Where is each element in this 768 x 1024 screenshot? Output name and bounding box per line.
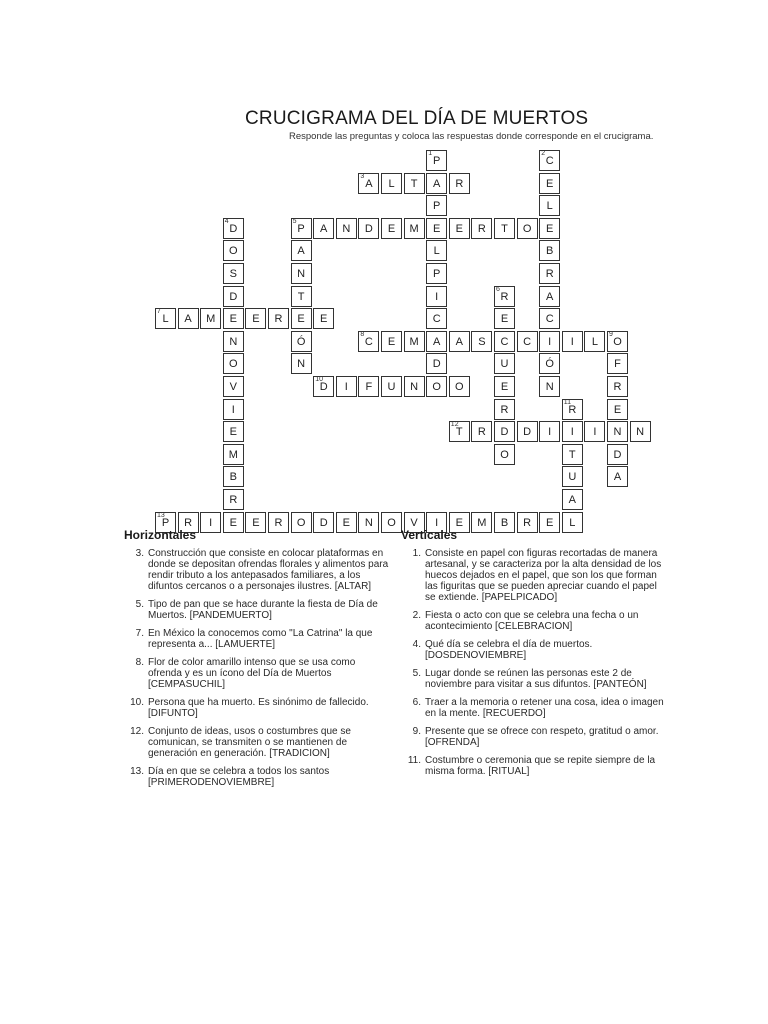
crossword-cell[interactable] [539,240,560,261]
cell-letter: C [523,335,532,348]
crossword-cell[interactable] [426,240,447,261]
cell-letter: A [320,222,328,235]
cell-letter: O [522,222,532,235]
crossword-cell[interactable] [404,376,425,397]
crossword-cell[interactable] [291,263,312,284]
crossword-cell[interactable] [539,512,560,533]
crossword-cell[interactable] [449,331,470,352]
crossword-cell[interactable] [539,286,560,307]
cell-letter: A [433,177,441,190]
crossword-cell[interactable] [562,466,583,487]
crossword-cell[interactable] [358,331,379,352]
cell-letter: E [546,177,554,190]
crossword-cell[interactable] [404,218,425,239]
crossword-cell[interactable] [336,512,357,533]
crossword-cell[interactable] [494,399,515,420]
crossword-cell[interactable] [562,331,583,352]
crossword-cell[interactable] [539,173,560,194]
cell-letter: C [432,313,441,326]
crossword-cell[interactable] [404,331,425,352]
clue-number: 12 [450,421,459,429]
cell-letter: T [568,448,576,461]
crossword-cell[interactable] [494,376,515,397]
crossword-cell[interactable] [291,331,312,352]
crossword-cell[interactable] [223,240,244,261]
cell-letter: A [184,313,192,326]
clue-number: 3 [360,172,365,180]
clue-text: En México la conocemos como "La Catrina" la que representa a... [LAMUERTE] [148,628,373,650]
cell-letter: E [546,222,554,235]
cell-letter: L [162,313,169,326]
cell-letter: O [613,335,622,348]
cell-letter: U [387,381,396,393]
crossword-cell[interactable] [291,308,312,329]
cell-letter: O [500,448,509,461]
crossword-cell[interactable] [449,421,470,442]
clue-text: Tipo de pan que se hace durante la fiesta de Día de Muertos. [PANDEMUERTO] [148,599,378,621]
crossword-cell[interactable] [200,512,221,533]
horizontales-heading: Horizontales [124,528,197,542]
cell-letter: D [319,381,328,393]
page-title: CRUCIGRAMA DEL DÍA DE MUERTOS [245,108,589,129]
crossword-cell[interactable] [517,331,538,352]
cell-letter: E [546,516,554,529]
cell-letter: B [546,245,554,258]
cell-letter: N [342,222,351,235]
crossword-cell[interactable] [471,331,492,352]
cell-letter: D [613,448,622,461]
cell-letter: O [387,516,396,529]
clue-number: 13 [157,511,165,519]
crossword-cell[interactable] [517,421,538,442]
crossword-cell[interactable] [223,218,244,239]
crossword-cell[interactable] [426,376,447,397]
clue-number: 11 [563,398,572,406]
crossword-cell[interactable] [630,421,651,442]
cell-letter: T [501,222,508,235]
clue-text: Fiesta o acto con que se celebra una fecha o un acontecimiento [CELEBRACION] [425,610,639,632]
crossword-cell[interactable] [223,263,244,284]
cell-letter: S [478,335,486,348]
cell-letter: D [432,358,441,371]
clue-item [401,639,666,661]
cell-letter: R [500,403,509,416]
clue-number: 9. [412,726,421,737]
crossword-cell[interactable] [291,286,312,307]
crossword-cell[interactable] [223,376,244,397]
crossword-cell[interactable] [313,512,334,533]
crossword-cell[interactable] [155,308,176,329]
crossword-cell[interactable] [494,218,515,239]
crossword-cell[interactable] [245,308,266,329]
cell-letter: R [477,222,486,235]
cell-letter: N [545,381,554,393]
clue-number: 6. [412,697,421,708]
clue-item [124,628,389,650]
clue-text: Construcción que consiste en colocar plataformas en donde se depositan ofrendas florales y alimentos para rendir tributo a los antepasados familiares, a los difuntos cercanos o a personajes ilustres. [ALTAR] [148,548,389,592]
crossword-cell[interactable] [517,218,538,239]
cell-letter: R [500,290,509,303]
clue-item [124,766,389,788]
crossword-cell[interactable] [494,421,515,442]
crossword-cell[interactable] [358,512,379,533]
clue-text: Día en que se celebra a todos los santos [PRIMERODENOVIEMBRE] [148,766,330,788]
crossword-cell[interactable] [291,512,312,533]
clue-number: 10. [130,697,144,708]
cell-letter: B [229,471,237,484]
cell-letter: N [229,335,238,348]
clue-item [401,755,666,777]
cell-letter: O [296,516,306,529]
crossword-cell[interactable] [494,308,515,329]
verticales-heading: Verticales [401,528,458,542]
cell-letter: M [409,222,419,235]
cell-letter: I [548,335,552,348]
crossword-cell[interactable] [494,353,515,374]
cell-letter: C [364,335,373,348]
crossword-cell[interactable] [607,466,628,487]
cell-letter: E [320,313,328,326]
cell-letter: M [477,516,487,529]
cell-letter: C [500,335,509,348]
clue-number: 5 [292,217,297,225]
crossword-cell[interactable] [223,489,244,510]
crossword-cell[interactable] [358,376,379,397]
crossword-cell[interactable] [200,308,221,329]
crossword-cell[interactable] [381,218,402,239]
cell-letter: U [500,358,509,371]
clue-number: 8 [360,330,365,338]
cell-letter: E [252,313,260,326]
cell-letter: E [455,222,463,235]
cell-letter: L [591,335,598,348]
clue-item [124,548,389,592]
crossword-cell[interactable] [471,512,492,533]
clue-item [401,697,666,719]
crossword-cell[interactable] [381,376,402,397]
crossword-cell[interactable] [426,263,447,284]
cell-letter: O [229,245,238,258]
clue-number: 3. [135,548,144,559]
crossword-cell[interactable] [426,195,447,216]
cell-letter: L [433,245,440,258]
cell-letter: C [545,313,554,326]
cell-letter: E [500,381,509,393]
crossword-cell[interactable] [539,421,560,442]
crossword-cell[interactable] [223,421,244,442]
cell-letter: L [546,200,553,213]
clue-item [401,548,666,603]
cell-letter: D [523,426,532,439]
crossword-cell[interactable] [562,444,583,465]
cell-letter: O [229,358,238,371]
cell-letter: R [523,516,532,529]
clue-item [401,610,666,632]
clue-text: Consiste en papel con figuras recortadas de manera artesanal, y se caracteriza por la alta densidad de los huecos dejados en el papel, que son los que forman las figuritas que se pueden apreciar cuando el papel se extiende. [PAPELPICADO] [425,548,662,603]
cell-letter: N [297,358,306,371]
cell-letter: E [433,222,441,235]
verticales-clue-list [401,548,666,784]
crossword-cell[interactable] [223,308,244,329]
crossword-cell[interactable] [539,150,560,171]
crossword-cell[interactable] [313,218,334,239]
cell-letter: E [229,426,237,439]
cell-letter: Ó [545,358,554,371]
cell-letter: N [297,268,306,280]
crossword-cell[interactable] [426,173,447,194]
clue-number: 2 [541,150,546,157]
cell-letter: I [570,426,574,439]
crossword-cell[interactable] [291,218,312,239]
cell-letter: R [274,313,283,326]
crossword-cell[interactable] [426,218,447,239]
cell-letter: I [435,290,439,303]
crossword-cell[interactable] [494,512,515,533]
clue-number: 6 [496,285,500,293]
cell-letter: B [500,516,509,529]
crossword-cell[interactable] [562,512,583,533]
crossword-cell[interactable] [539,308,560,329]
cell-letter: N [613,426,622,439]
crossword-cell[interactable] [517,512,538,533]
clue-item [401,668,666,690]
crossword-cell[interactable] [426,286,447,307]
horizontales-clue-list [124,548,389,795]
cell-letter: D [319,516,328,529]
clue-text: Conjunto de ideas, usos o costumbres que se comunican, se transmiten o se mantienen de generación en generación. [TRADICION] [148,726,351,759]
cell-letter: C [545,155,554,167]
cell-letter: A [365,177,373,190]
clue-text: Traer a la memoria o retener una cosa, idea o imagen en la mente. [RECUERDO] [425,697,664,719]
cell-letter: E [455,516,463,529]
clue-item [124,657,389,690]
cell-letter: R [568,403,577,416]
crossword-cell[interactable] [562,489,583,510]
clue-number: 11. [407,755,421,766]
clue-text: Presente que se ofrece con respeto, gratitud o amor. [OFRENDA] [425,726,659,748]
crossword-cell[interactable] [494,286,515,307]
clue-number: 8. [135,657,144,668]
cell-letter: A [455,335,463,348]
cell-letter: I [344,381,348,393]
crossword-cell[interactable] [562,421,583,442]
crossword-cell[interactable] [245,512,266,533]
cell-letter: R [545,268,554,280]
cell-letter: P [433,200,441,213]
cell-letter: E [613,403,622,416]
crossword-cell[interactable] [268,308,289,329]
crossword-cell[interactable] [381,173,402,194]
crossword-cell[interactable] [336,218,357,239]
cell-letter: E [387,222,396,235]
crossword-cell[interactable] [268,512,289,533]
cell-letter: P [297,222,305,235]
cell-letter: P [161,516,170,529]
cell-letter: L [388,177,395,190]
crossword-cell[interactable] [313,308,334,329]
cell-letter: R [613,381,622,393]
crossword-cell[interactable] [562,399,583,420]
cell-letter: E [387,335,396,348]
crossword-cell[interactable] [223,512,244,533]
crossword-cell[interactable] [449,218,470,239]
crossword-cell[interactable] [223,466,244,487]
cell-letter: V [410,516,418,529]
crossword-cell[interactable] [607,376,628,397]
cell-letter: F [365,381,373,393]
cell-letter: R [477,426,486,439]
crossword-cell[interactable] [291,240,312,261]
cell-letter: R [274,516,283,529]
clue-item [124,697,389,719]
cell-letter: E [342,516,350,529]
clue-number: 12. [130,726,144,737]
cell-letter: I [593,426,597,439]
crossword-cell[interactable] [449,173,470,194]
crossword-cell[interactable] [426,353,447,374]
cell-letter: O [455,381,464,393]
crossword-cell[interactable] [358,218,379,239]
cell-letter: E [229,313,237,326]
crossword-cell[interactable] [584,421,605,442]
crossword-cell[interactable] [539,376,560,397]
clue-text: Flor de color amarillo intenso que se usa como ofrenda y es un ícono del Día de Muertos [CEMPASUCHIL] [148,657,356,690]
crossword-cell[interactable] [539,195,560,216]
crossword-cell[interactable] [291,353,312,374]
clue-text: Qué día se celebra el día de muertos. [DOSDENOVIEMBRE] [425,639,593,661]
cell-letter: O [432,381,441,393]
cell-letter: E [252,516,260,529]
clue-number: 7. [135,628,144,639]
cell-letter: L [569,516,576,529]
cell-letter: I [435,516,439,529]
crossword-cell[interactable] [223,331,244,352]
cell-letter: P [433,155,441,167]
clue-number: 4 [224,217,229,225]
cell-letter: T [410,177,418,190]
cell-letter: I [548,426,552,439]
crossword-cell[interactable] [539,263,560,284]
crossword-cell[interactable] [607,353,628,374]
cell-letter: T [455,426,463,439]
crossword-cell[interactable] [178,308,199,329]
crossword-cell[interactable] [381,331,402,352]
cell-letter: N [364,516,373,529]
crossword-cell[interactable] [223,399,244,420]
clue-text: Costumbre o ceremonia que se repite siempre de la misma forma. [RITUAL] [425,755,656,777]
crossword-cell[interactable] [539,353,560,374]
cell-letter: E [297,313,305,326]
crossword-cell[interactable] [539,331,560,352]
cell-letter: T [297,290,305,303]
clue-number: 7 [157,308,161,316]
clue-number: 1 [428,150,433,157]
cell-letter: N [410,381,419,393]
crossword-cell[interactable] [584,331,605,352]
page-subtitle: Responde las preguntas y coloca las respuestas donde corresponde en el crucigrama. [289,131,654,142]
cell-letter: R [184,516,193,529]
crossword-cell[interactable] [223,353,244,374]
crossword-cell[interactable] [607,399,628,420]
clue-number: 4. [412,639,421,650]
crossword-cell[interactable] [223,444,244,465]
clue-number: 1. [412,548,421,559]
crossword-cell[interactable] [336,376,357,397]
cell-letter: A [297,245,305,258]
cell-letter: D [364,222,373,235]
cell-letter: M [409,335,419,348]
crossword-cell[interactable] [358,173,379,194]
clue-number: 9 [609,330,613,338]
crossword-cell[interactable] [494,331,515,352]
cell-letter: A [568,494,576,506]
crossword-cell[interactable] [607,331,628,352]
cell-letter: E [500,313,509,326]
crossword-cell[interactable] [223,286,244,307]
crossword-cell[interactable] [426,331,447,352]
cell-letter: R [229,494,238,506]
crossword-cell[interactable] [494,444,515,465]
cell-letter: A [546,290,554,303]
cell-letter: A [613,471,622,484]
cell-letter: I [209,516,213,529]
cell-letter: M [206,313,216,326]
crossword-cell[interactable] [471,421,492,442]
cell-letter: Ó [296,335,306,348]
crossword-cell[interactable] [404,173,425,194]
clue-text: Lugar donde se reúnen las personas este 2 de noviembre para visitar a sus difuntos. [PANTEÓN] [425,668,647,690]
crossword-cell[interactable] [381,512,402,533]
clue-item [124,726,389,759]
cell-letter: R [455,177,464,190]
cell-letter: I [231,403,235,416]
cell-letter: M [228,448,238,461]
crossword-cell[interactable] [607,444,628,465]
clue-number: 13. [130,766,144,777]
cell-letter: E [229,516,237,529]
cell-letter: D [229,222,238,235]
clue-number: 2. [412,610,421,621]
cell-letter: I [570,335,574,348]
cell-letter: A [433,335,441,348]
crossword-cell[interactable] [426,308,447,329]
cell-letter: S [229,268,237,280]
cell-letter: D [500,426,509,439]
clue-item [401,726,666,748]
cell-letter: N [636,426,645,439]
crossword-cell[interactable] [426,150,447,171]
clue-text: Persona que ha muerto. Es sinónimo de fallecido. [DIFUNTO] [148,697,369,719]
crossword-cell[interactable] [471,218,492,239]
crossword-cell[interactable] [449,376,470,397]
clue-number: 10 [315,376,323,383]
cell-letter: F [614,358,621,371]
cell-letter: P [433,268,441,280]
clue-number: 5. [412,668,421,679]
crossword-cell[interactable] [313,376,334,397]
cell-letter: D [229,290,238,303]
cell-letter: V [229,381,237,393]
clue-item [124,599,389,621]
crossword-cell[interactable] [607,421,628,442]
clue-number: 5. [135,599,144,610]
crossword-cell[interactable] [539,218,560,239]
cell-letter: U [568,471,577,484]
